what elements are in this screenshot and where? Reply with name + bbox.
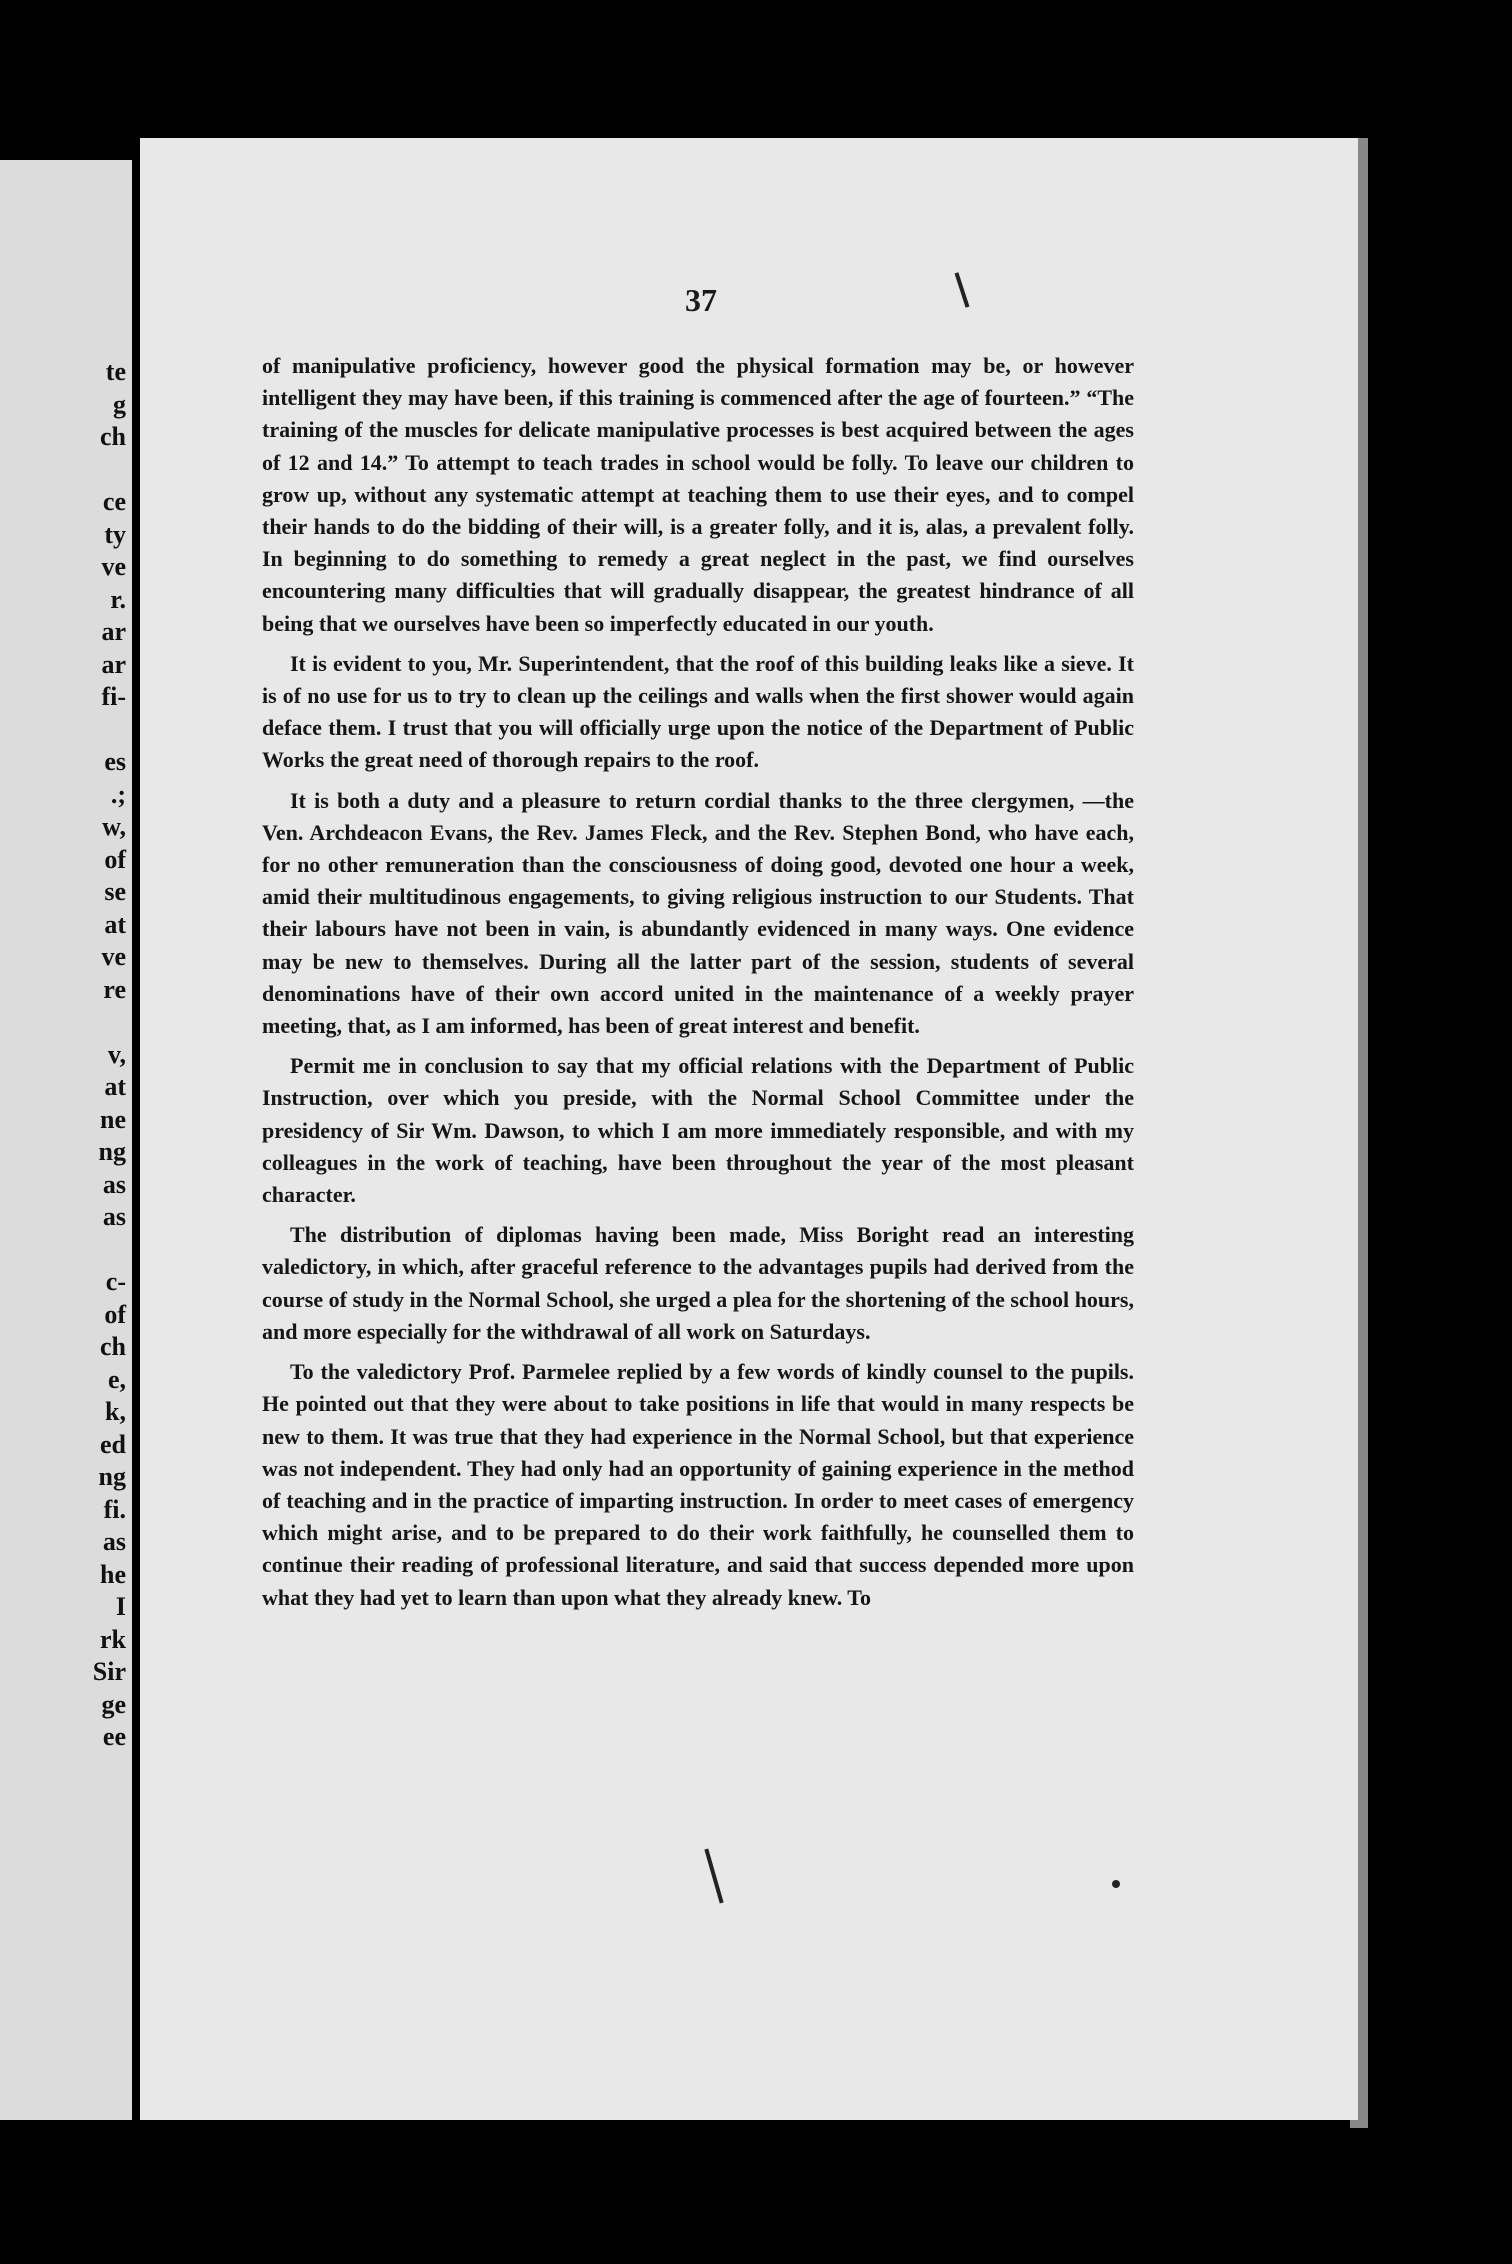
page-number: 37 — [685, 282, 717, 318]
paragraph: To the valedictory Prof. Parmelee replied by a few words of kindly counsel to the pupils. He pointed out that they were about to take positions in life that would in many respects be new to them. It was true that they had experience in the Normal School, but that experience was not independent. They had only had an opportunity of gaining experience in the method of teaching and in the practice of imparting instruction. In order to meet cases of emergency which might arise, and to be prepared to do their work faithfully, he counselled them to continue their reading of professional literature, and said that success depended more upon what they had yet to learn than upon what they already knew. To — [262, 1359, 1134, 1610]
paragraph: of manipulative proficiency, however good the physical formation may be, or however intelligent they may have been, if this training is commenced after the age of fourteen.” “The training of the muscles for delicate manipulative processes is best acquired between the ages of 12 and 14.” To attempt to teach trades in school would be folly. To leave our children to grow up, without any systematic attempt at teaching them to use their eyes, and to compel their hands to do the bidding of their will, is a greater folly, and it is, alas, a prevalent folly. In beginning to do something to remedy a great neglect in the past, we find ourselves encountering many difficulties that will gradually disappear, the greatest hindrance of all being that we ourselves have been so imperfectly educated in our youth. — [262, 353, 1134, 636]
page-body — [262, 350, 1134, 1622]
paragraph: The distribution of diplomas having been made, Miss Boright read an interesting valedictory, in which, after graceful reference to the advantages pupils had derived from the course of study in the Normal School, she urged a plea for the shortening of the school hours, and more especially for the withdrawal of all work on Saturdays. — [262, 1222, 1134, 1344]
paragraph: It is both a duty and a pleasure to return cordial thanks to the three clergymen, —the Ven. Archdeacon Evans, the Rev. James Fleck, and the Rev. Stephen Bond, who have each, for no other remuneration than the consciousness of doing good, devoted one hour a week, amid their multitudinous engagements, to giving religious instruction to our Students. That their labours have not been in vain, is abundantly evidenced in many ways. One evidence may be new to themselves. During all the latter part of the session, students of several denominations have of their own accord united in the maintenance of a weekly prayer meeting, that, as I am informed, has been of great interest and benefit. — [262, 787, 1134, 1039]
facing-page — [0, 160, 132, 2120]
paragraph: Permit me in conclusion to say that my official relations with the Department of Public Instruction, over which you preside, with the Normal School Committee under the presidency of Sir Wm. Dawson, to which I am more immediately responsible, and with my colleagues in the work of teaching, have been throughout the year of the most pleasant character. — [262, 1053, 1134, 1208]
binding-gutter — [132, 150, 140, 2120]
ink-dot — [1112, 1880, 1120, 1888]
facing-page-text-fragments: te g ch ce ty ve r. ar ar fi- es .; w, of se at ve re v, at ne ng as as c- of ch e, k, ed ng fi. as he I rk Sir ge ee — [92, 357, 126, 1751]
paragraph: It is evident to you, Mr. Superintendent, that the roof of this building leaks like a sieve. It is of no use for us to try to clean up the ceilings and walls when the first shower would again deface them. I trust that you will officially urge upon the notice of the Department of Public Works the great need of thorough repairs to the roof. — [262, 650, 1134, 773]
